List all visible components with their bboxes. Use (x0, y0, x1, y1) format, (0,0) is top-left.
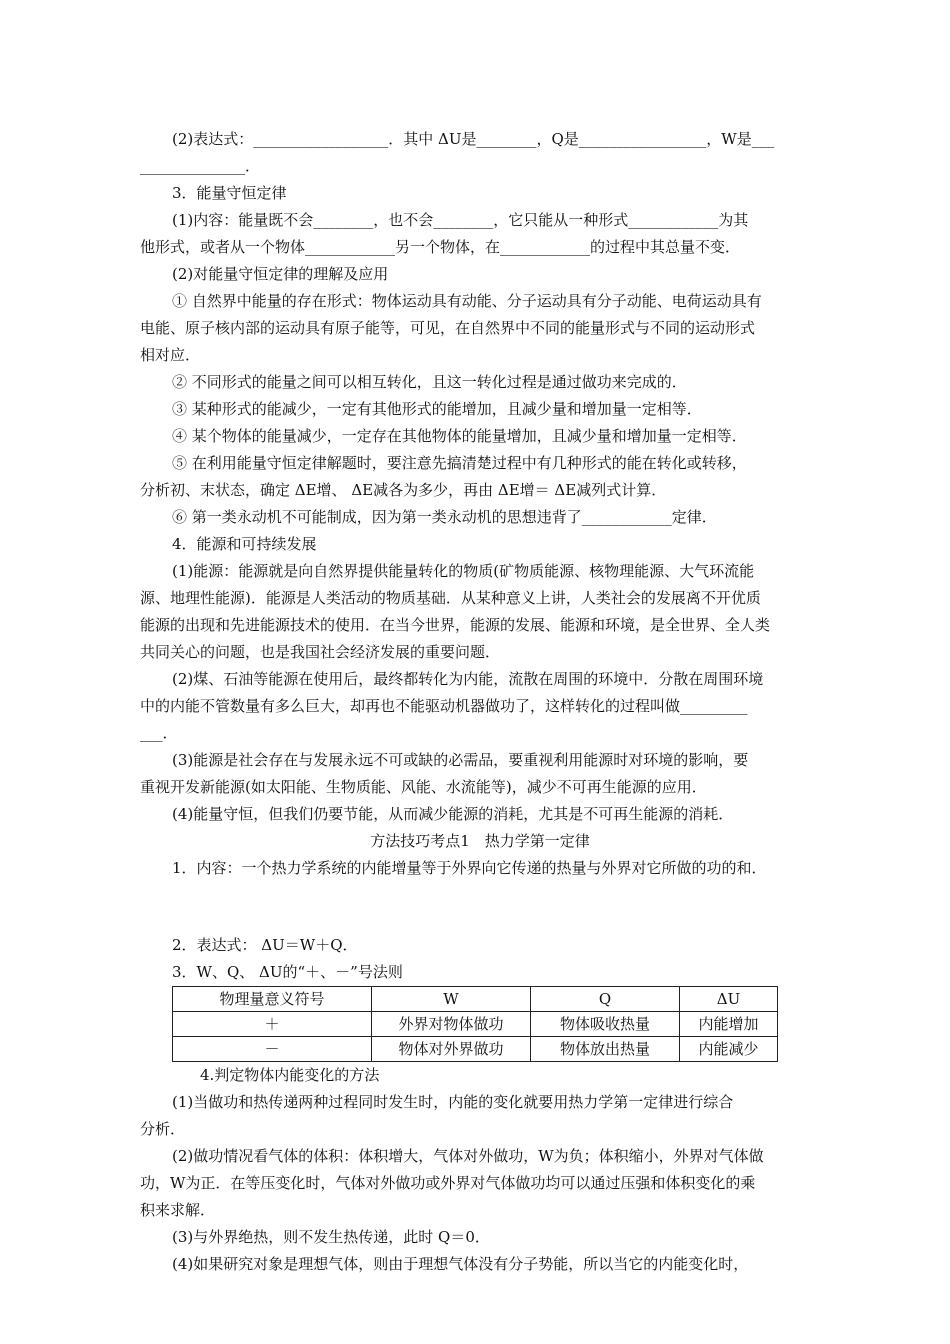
table-header-cell: ΔU (680, 987, 778, 1012)
text-line: (1)内容：能量既不会________，也不会________，它只能从一种形式____________为其 (172, 211, 749, 229)
table-cell: ＋ (173, 1012, 372, 1037)
text-line: 源、地理性能源)．能源是人类活动的物质基础．从某种意义上讲，人类社会的发展离不开优质 (140, 589, 761, 607)
text-line: 相对应． (140, 346, 201, 364)
table-cell: 内能减少 (680, 1037, 778, 1062)
text-line: (2)对能量守恒定律的理解及应用 (172, 265, 389, 283)
text-line: 中的内能不管数量有多么巨大，却再也不能驱动机器做功了，这样转化的过程叫做_________ (140, 697, 748, 715)
table-cell: 外界对物体做功 (372, 1012, 531, 1037)
table-cell: － (173, 1037, 372, 1062)
text-line: 他形式，或者从一个物体____________另一个物体，在____________的过程中其总量不变． (140, 238, 741, 256)
text-line: 共同关心的问题，也是我国社会经济发展的重要问题． (140, 643, 501, 661)
table-header-cell: 物理量意义符号 (173, 987, 372, 1012)
text-line: ④ 某个物体的能量减少，一定存在其他物体的能量增加，且减少量和增加量一定相等． (172, 427, 747, 445)
text-line: ⑤ 在利用能量守恒定律解题时，要注意先搞清楚过程中有几种形式的能在转化或转移， (172, 454, 747, 472)
text-line: 能源的出现和先进能源技术的使用．在当今世界，能源的发展、能源和环境，是全世界、全人类 (140, 616, 771, 634)
section-title: 方法技巧考点1 热力学第一定律 (370, 832, 590, 850)
section-heading: 3．能量守恒定律 (172, 184, 287, 202)
text-line: 3．W、Q、 ΔU的“＋、－”号法则 (172, 963, 403, 981)
sign-rule-table (172, 986, 778, 1062)
section-heading: 4.判定物体内能变化的方法 (200, 1066, 380, 1084)
table-cell: 物体吸收热量 (531, 1012, 680, 1037)
text-line: ___． (140, 724, 178, 742)
spacer (140, 882, 820, 932)
text-line: 分析初、末状态，确定 ΔE增、 ΔE减各为多少，再由 ΔE增＝ ΔE减列式计算． (140, 481, 667, 499)
text-line: (2)表达式：__________________．其中 ΔU是________，Q是_________________，W是___ (172, 130, 775, 148)
text-line: ③ 某种形式的能减少，一定有其他形式的能增加，且减少量和增加量一定相等． (172, 400, 702, 418)
text-line: ______________． (140, 157, 261, 175)
text-line: (4)如果研究对象是理想气体，则由于理想气体没有分子势能，所以当它的内能变化时， (172, 1255, 749, 1273)
table-header-row (173, 987, 778, 1012)
text-line: (1)能源：能源就是向自然界提供能量转化的物质(矿物质能源、核物理能源、大气环流能 (172, 562, 755, 580)
text-line: ② 不同形式的能量之间可以相互转化，且这一转化过程是通过做功来完成的． (172, 373, 687, 391)
text-line: (3)能源是社会存在与发展永远不可或缺的必需品，要重视利用能源时对环境的影响，要 (172, 751, 749, 769)
table-cell: 物体对外界做功 (372, 1037, 531, 1062)
text-line: (1)当做功和热传递两种过程同时发生时，内能的变化就要用热力学第一定律进行综合 (172, 1093, 734, 1111)
text-line: 积来求解． (140, 1201, 216, 1219)
text-line: 2．表达式： ΔU＝W＋Q． (172, 936, 358, 954)
text-line: 分析． (140, 1120, 186, 1138)
text-line: (2)煤、石油等能源在使用后，最终都转化为内能，流散在周围的环境中．分散在周围环境 (172, 670, 764, 688)
table-row (173, 1012, 778, 1037)
text-line: (3)与外界绝热，则不发生热传递，此时 Q＝0． (172, 1228, 490, 1246)
text-line: 电能、原子核内部的运动具有原子能等，可见，在自然界中不同的能量形式与不同的运动形式 (140, 319, 756, 337)
text-line: 功，W为正．在等压变化时，气体对外做功或外界对气体做功均可以通过压强和体积变化的乘 (140, 1174, 756, 1192)
text-line: ① 自然界中能量的存在形式：物体运动具有动能、分子运动具有分子动能、电荷运动具有 (172, 292, 762, 310)
table-cell: 内能增加 (680, 1012, 778, 1037)
text-line: 重视开发新能源(如太阳能、生物质能、风能、水流能等)，减少不可再生能源的应用． (140, 778, 707, 796)
section-heading: 4．能源和可持续发展 (172, 535, 317, 553)
text-line: ⑥ 第一类永动机不可能制成，因为第一类永动机的思想违背了____________定律． (172, 508, 717, 526)
table-header-cell: W (372, 987, 531, 1012)
text-line: 1．内容：一个热力学系统的内能增量等于外界向它传递的热量与外界对它所做的功的和． (172, 859, 767, 877)
table-row (173, 1037, 778, 1062)
table-cell: 物体放出热量 (531, 1037, 680, 1062)
document-body (140, 126, 820, 1278)
text-line: (2)做功情况看气体的体积：体积增大，气体对外做功，W为负；体积缩小，外界对气体做 (172, 1147, 764, 1165)
table-header-cell: Q (531, 987, 680, 1012)
text-line: (4)能量守恒，但我们仍要节能，从而减少能源的消耗，尤其是不可再生能源的消耗． (172, 805, 734, 823)
